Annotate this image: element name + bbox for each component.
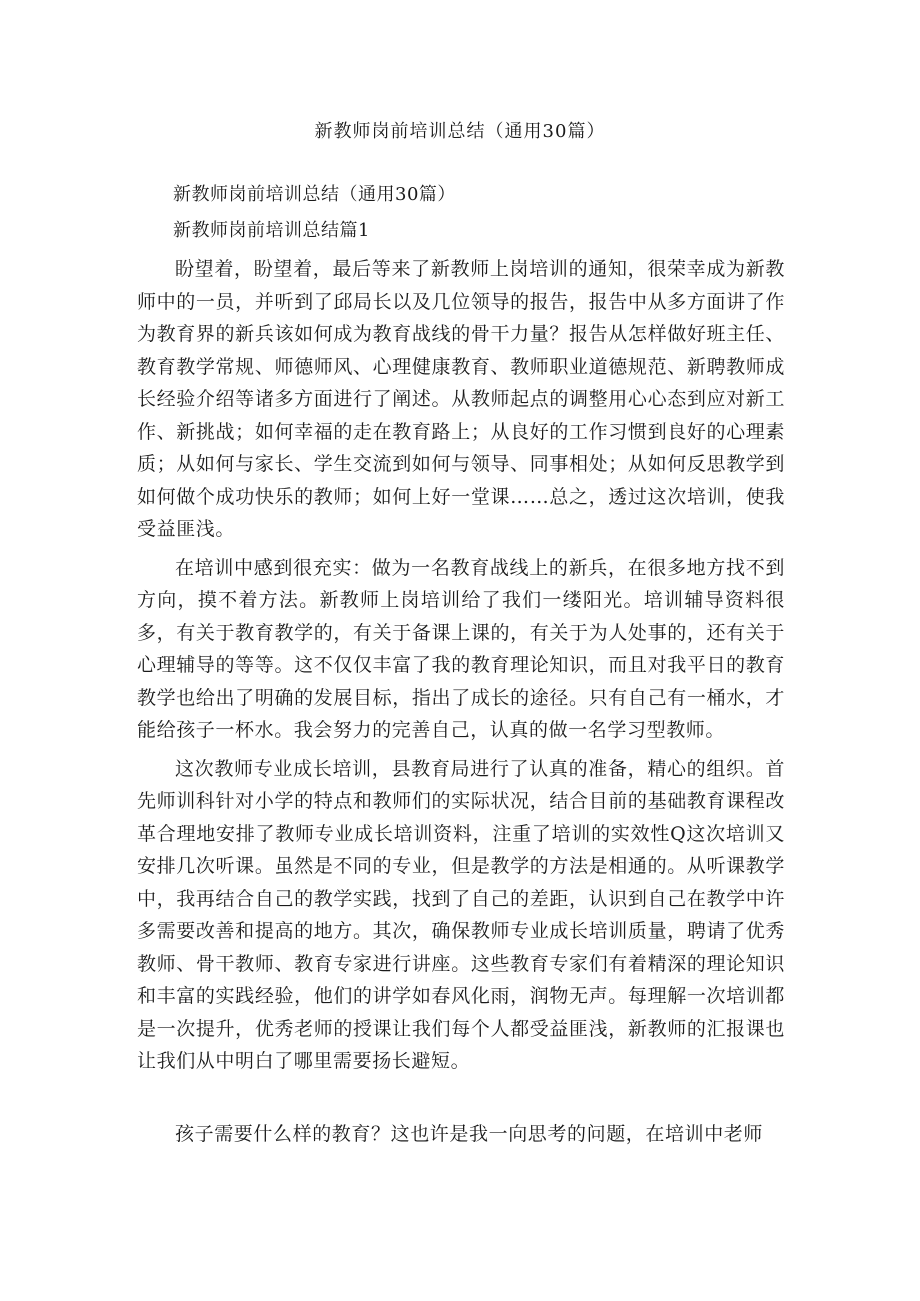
paragraph-2: 在培训中感到很充实：做为一名教育战线上的新兵，在很多地方找不到方向，摸不着方法。新教师上岗培训给了我们一缕阳光。培训辅导资料很多，有关于教育教学的，有关于备课上课的，有关于为人处事的，还有关于心理辅导的等等。这不仅仅丰富了我的教育理论知识，而且对我平日的教育教学也给出了明确的发展目标，指出了成长的途径。只有自己有一桶水，才能给孩子一杯水。我会努力的完善自己，认真的做一名学习型教师。	[137, 556, 785, 741]
paragraph-4: 孩子需要什么样的教育？这也许是我一向思考的问题，在培训中老师	[175, 1122, 764, 1145]
paragraph-1: 盼望着，盼望着，最后等来了新教师上岗培训的通知，很荣幸成为新教师中的一员，并听到了邱局长以及几位领导的报告，报告中从多方面讲了作为教育界的新兵该如何成为教育战线的骨干力量？报告从怎样做好班主任、教育教学常规、师德师风、心理健康教育、教师职业道德规范、新聘教师成长经验介绍等诸多方面进行了阐述。从教师起点的调整用心心态到应对新工作、新挑战；如何幸福的走在教育路上；从良好的工作习惯到良好的心理素质；从如何与家长、学生交流到如何与领导、同事相处；从如何反思教学到如何做个成功快乐的教师；如何上好一堂课……总之，透过这次培训，使我受益匪浅。	[137, 258, 785, 540]
subheading-collection-title: 新教师岗前培训总结（通用30篇）	[173, 184, 456, 205]
document-title: 新教师岗前培训总结（通用30篇）	[314, 121, 606, 142]
document-body	[137, 181, 785, 1156]
subheading-article-1: 新教师岗前培训总结篇1	[173, 220, 370, 241]
paragraph-3: 这次教师专业成长培训，县教育局进行了认真的准备，精心的组织。首先师训科针对小学的特点和教师们的实际状况，结合目前的基础教育课程改革合理地安排了教师专业成长培训资料，注重了培训的实效性Q这次培训又安排几次听课。虽然是不同的专业，但是教学的方法是相通的。从听课教学中，我再结合自己的教学实践，找到了自己的差距，认识到自己在教学中许多需要改善和提高的地方。其次，确保教师专业成长培训质量，聘请了优秀教师、骨干教师、教育专家进行讲座。这些教育专家们有着精深的理论知识和丰富的实践经验，他们的讲学如春风化雨，润物无声。每理解一次培训都是一次提升，优秀老师的授课让我们每个人都受益匪浅，新教师的汇报课也让我们从中明白了哪里需要扬长避短。	[137, 757, 785, 1072]
